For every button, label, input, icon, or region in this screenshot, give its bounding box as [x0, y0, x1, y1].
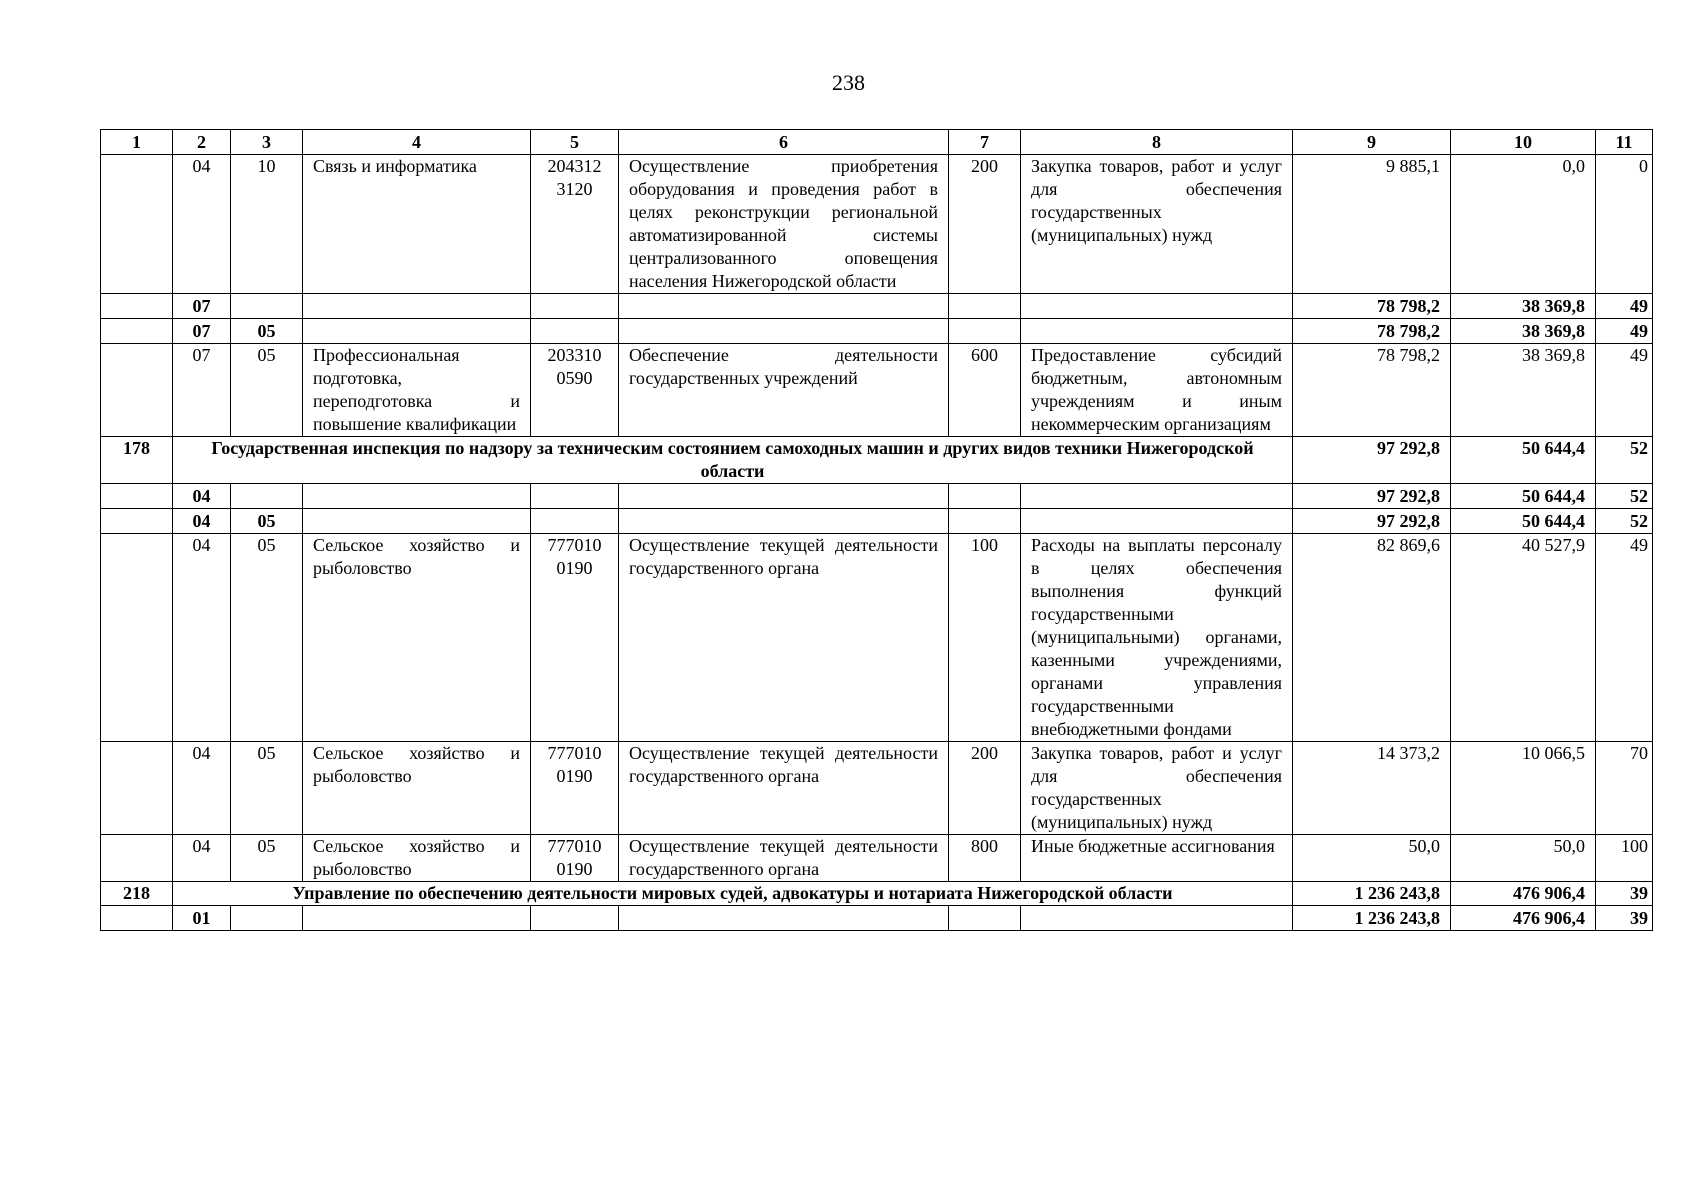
cell-section: 07: [173, 319, 231, 344]
cell-section: 04: [173, 155, 231, 294]
table-row: [101, 835, 1653, 882]
cell-plan: 82 869,6: [1293, 534, 1451, 742]
cell-col1: [101, 742, 173, 835]
table-row: [101, 155, 1653, 294]
cell-subsection: 05: [231, 742, 303, 835]
cell-target-code: 777010 0190: [531, 742, 619, 835]
subtotal-row: [101, 509, 1653, 534]
cell-department-code: 218: [101, 882, 173, 906]
cell-plan: 9 885,1: [1293, 155, 1451, 294]
cell-plan: 78 798,2: [1293, 344, 1451, 437]
cell-col1: [101, 344, 173, 437]
cell-percent: 49: [1596, 319, 1653, 344]
cell-expense-name: Расходы на выплаты персоналу в целях обеспечения выполнения функций государственными (муниципальными) органами, казенными учреждениями, органами управления государственными внебюджетными фондами: [1021, 534, 1293, 742]
cell-section-name: [303, 294, 531, 319]
cell-actual: 476 906,4: [1451, 906, 1596, 931]
cell-subsection: 10: [231, 155, 303, 294]
cell-target-code: [531, 484, 619, 509]
cell-percent: 49: [1596, 294, 1653, 319]
subtotal-row: [101, 906, 1653, 931]
cell-section: 04: [173, 835, 231, 882]
cell-expense-name: [1021, 484, 1293, 509]
cell-section-name: Сельское хозяйство и рыболовство: [303, 742, 531, 835]
header-cell: 11: [1596, 130, 1653, 155]
cell-percent: 0: [1596, 155, 1653, 294]
cell-plan: 14 373,2: [1293, 742, 1451, 835]
cell-actual: 38 369,8: [1451, 344, 1596, 437]
cell-target-code: 203310 0590: [531, 344, 619, 437]
cell-target-name: Обеспечение деятельности государственных учреждений: [619, 344, 949, 437]
cell-target-name: [619, 509, 949, 534]
cell-target-code: 777010 0190: [531, 835, 619, 882]
budget-table: [100, 129, 1653, 931]
cell-expense-type: [949, 294, 1021, 319]
header-cell: 8: [1021, 130, 1293, 155]
cell-section: 01: [173, 906, 231, 931]
cell-actual: 50 644,4: [1451, 509, 1596, 534]
table-row: [101, 534, 1653, 742]
cell-target-name: [619, 484, 949, 509]
cell-col1: [101, 319, 173, 344]
cell-percent: 39: [1596, 906, 1653, 931]
cell-subsection: [231, 294, 303, 319]
cell-expense-name: [1021, 906, 1293, 931]
cell-expense-name: [1021, 294, 1293, 319]
cell-section: 04: [173, 509, 231, 534]
cell-actual: 38 369,8: [1451, 319, 1596, 344]
cell-subsection: [231, 906, 303, 931]
department-row: [101, 437, 1653, 484]
cell-actual: 476 906,4: [1451, 882, 1596, 906]
cell-section-name: [303, 484, 531, 509]
cell-department-code: 178: [101, 437, 173, 484]
cell-target-name: Осуществление текущей деятельности государственного органа: [619, 742, 949, 835]
cell-plan: 97 292,8: [1293, 484, 1451, 509]
cell-subsection: 05: [231, 319, 303, 344]
department-row: [101, 882, 1653, 906]
table-row: [101, 742, 1653, 835]
cell-plan: 97 292,8: [1293, 509, 1451, 534]
header-cell: 7: [949, 130, 1021, 155]
cell-col1: [101, 906, 173, 931]
cell-col1: [101, 534, 173, 742]
cell-col1: [101, 509, 173, 534]
cell-target-name: Осуществление текущей деятельности государственного органа: [619, 835, 949, 882]
cell-percent: 52: [1596, 509, 1653, 534]
header-cell: 4: [303, 130, 531, 155]
cell-section-name: [303, 509, 531, 534]
cell-percent: 39: [1596, 882, 1653, 906]
cell-expense-name: Предоставление субсидий бюджетным, автономным учреждениям и иным некоммерческим организациям: [1021, 344, 1293, 437]
header-row: [101, 130, 1653, 155]
cell-expense-name: Иные бюджетные ассигнования: [1021, 835, 1293, 882]
cell-section: 04: [173, 742, 231, 835]
cell-section-name: Сельское хозяйство и рыболовство: [303, 534, 531, 742]
cell-expense-type: 600: [949, 344, 1021, 437]
header-cell: 1: [101, 130, 173, 155]
cell-actual: 38 369,8: [1451, 294, 1596, 319]
cell-actual: 40 527,9: [1451, 534, 1596, 742]
page-number: 238: [832, 70, 865, 95]
cell-expense-name: [1021, 319, 1293, 344]
cell-expense-name: [1021, 509, 1293, 534]
header-cell: 3: [231, 130, 303, 155]
cell-expense-type: [949, 906, 1021, 931]
cell-subsection: 05: [231, 344, 303, 437]
cell-section: 04: [173, 534, 231, 742]
cell-expense-type: 800: [949, 835, 1021, 882]
cell-actual: 50,0: [1451, 835, 1596, 882]
cell-actual: 0,0: [1451, 155, 1596, 294]
cell-subsection: [231, 484, 303, 509]
cell-percent: 49: [1596, 534, 1653, 742]
header-cell: 9: [1293, 130, 1451, 155]
cell-section-name: [303, 906, 531, 931]
cell-expense-type: 100: [949, 534, 1021, 742]
cell-target-name: [619, 906, 949, 931]
subtotal-row: [101, 294, 1653, 319]
cell-plan: 78 798,2: [1293, 294, 1451, 319]
cell-col1: [101, 155, 173, 294]
subtotal-row: [101, 484, 1653, 509]
cell-section-name: Сельское хозяйство и рыболовство: [303, 835, 531, 882]
cell-actual: 50 644,4: [1451, 437, 1596, 484]
cell-department-name: Государственная инспекция по надзору за техническим состоянием самоходных машин и других видов техники Нижегородской области: [173, 437, 1293, 484]
cell-target-code: 204312 3120: [531, 155, 619, 294]
cell-expense-type: 200: [949, 155, 1021, 294]
header-cell: 6: [619, 130, 949, 155]
header-cell: 10: [1451, 130, 1596, 155]
cell-subsection: 05: [231, 509, 303, 534]
cell-subsection: 05: [231, 835, 303, 882]
cell-target-code: [531, 294, 619, 319]
cell-col1: [101, 294, 173, 319]
cell-subsection: 05: [231, 534, 303, 742]
header-cell: 2: [173, 130, 231, 155]
cell-percent: 70: [1596, 742, 1653, 835]
header-cell: 5: [531, 130, 619, 155]
cell-expense-name: Закупка товаров, работ и услуг для обеспечения государственных (муниципальных) нужд: [1021, 742, 1293, 835]
cell-percent: 49: [1596, 344, 1653, 437]
cell-expense-type: [949, 484, 1021, 509]
cell-expense-name: Закупка товаров, работ и услуг для обеспечения государственных (муниципальных) нужд: [1021, 155, 1293, 294]
cell-target-code: [531, 319, 619, 344]
cell-target-code: 777010 0190: [531, 534, 619, 742]
cell-actual: 10 066,5: [1451, 742, 1596, 835]
cell-target-name: Осуществление текущей деятельности государственного органа: [619, 534, 949, 742]
cell-section: 07: [173, 294, 231, 319]
cell-expense-type: [949, 319, 1021, 344]
cell-target-name: [619, 294, 949, 319]
cell-department-name: Управление по обеспечению деятельности мировых судей, адвокатуры и нотариата Нижегородской области: [173, 882, 1293, 906]
cell-plan: 97 292,8: [1293, 437, 1451, 484]
cell-col1: [101, 835, 173, 882]
table-row: [101, 344, 1653, 437]
cell-section: 07: [173, 344, 231, 437]
cell-target-code: [531, 906, 619, 931]
cell-plan: 78 798,2: [1293, 319, 1451, 344]
cell-expense-type: 200: [949, 742, 1021, 835]
cell-section-name: Связь и информатика: [303, 155, 531, 294]
cell-col1: [101, 484, 173, 509]
cell-percent: 52: [1596, 484, 1653, 509]
cell-section: 04: [173, 484, 231, 509]
cell-percent: 52: [1596, 437, 1653, 484]
cell-plan: 1 236 243,8: [1293, 882, 1451, 906]
cell-target-name: [619, 319, 949, 344]
cell-plan: 1 236 243,8: [1293, 906, 1451, 931]
cell-percent: 100: [1596, 835, 1653, 882]
cell-section-name: [303, 319, 531, 344]
cell-plan: 50,0: [1293, 835, 1451, 882]
cell-actual: 50 644,4: [1451, 484, 1596, 509]
cell-expense-type: [949, 509, 1021, 534]
cell-section-name: Профессиональная подготовка, переподготовка и повышение квалификации: [303, 344, 531, 437]
subtotal-row: [101, 319, 1653, 344]
cell-target-code: [531, 509, 619, 534]
cell-target-name: Осуществление приобретения оборудования и проведения работ в целях реконструкции региональной автоматизированной системы централизованного оповещения населения Нижегородской области: [619, 155, 949, 294]
